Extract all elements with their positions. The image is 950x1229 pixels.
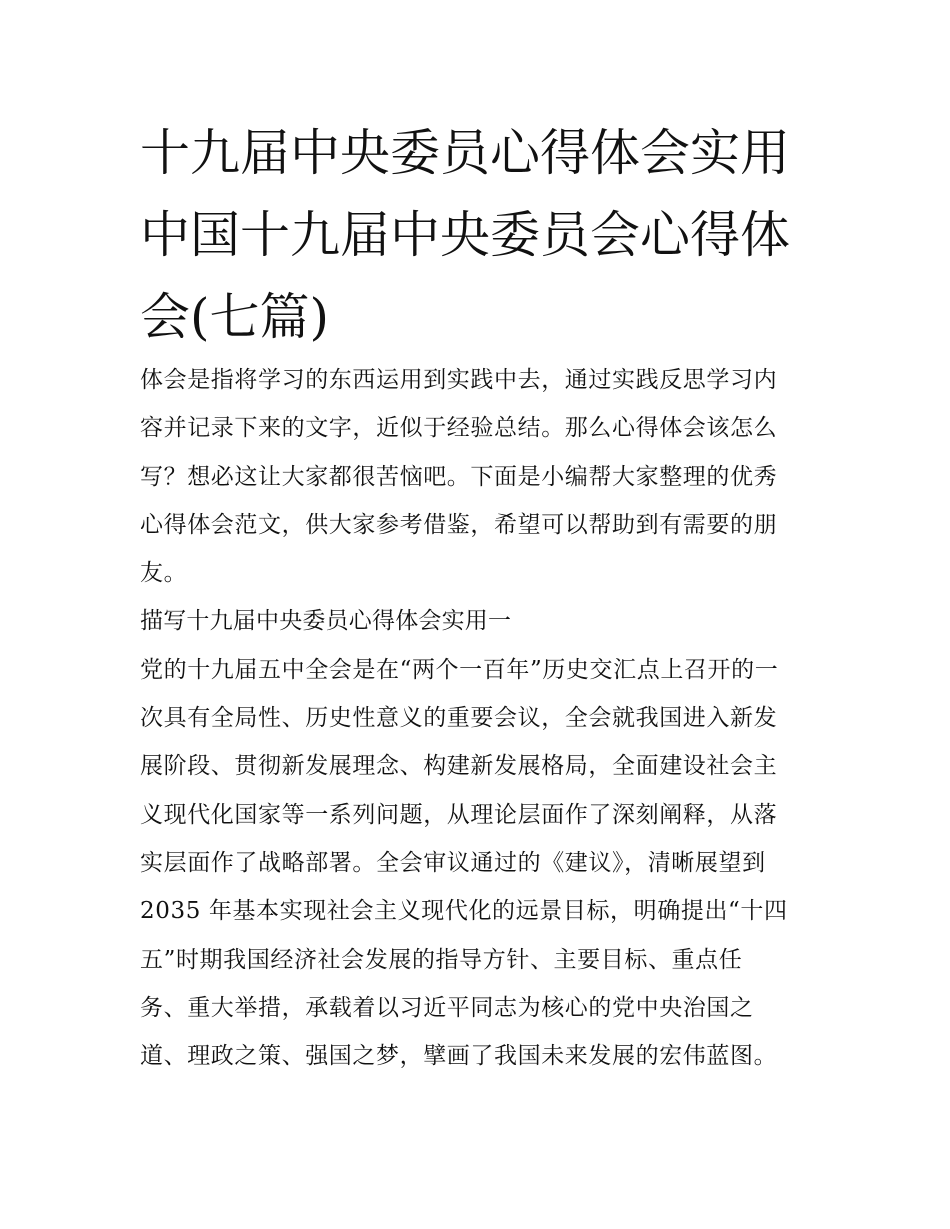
document-title (140, 112, 820, 358)
section-line: 务、重大举措，承载着以习近平同志为核心的党中央治国之 (140, 994, 754, 1021)
section-line: 次具有全局性、历史性意义的重要会议，全会就我国进入新发 (140, 705, 778, 732)
section-line: 道、理政之策、强国之梦，擘画了我国未来发展的宏伟蓝图。 (140, 1043, 778, 1070)
section-line: 义现代化国家等一系列问题，从理论层面作了深刻阐释，从落 (140, 801, 778, 828)
intro-line: 写？想必这让大家都很苦恼吧。下面是小编帮大家整理的优秀 (140, 463, 778, 490)
section-line: 展阶段、贯彻新发展理念、构建新发展格局，全面建设社会主 (140, 753, 778, 780)
section-heading: 描写十九届中央委员心得体会实用一 (140, 608, 512, 635)
section-line: 2035 年基本实现社会主义现代化的远景目标，明确提出“十四 (140, 898, 788, 925)
section-line: 实层面作了战略部署。全会审议通过的《建议》，清晰展望到 (140, 849, 766, 876)
title-line-2: 中国十九届中央委员会心得体 (140, 206, 790, 264)
document-body (140, 356, 820, 1080)
intro-line: 友。 (140, 560, 188, 587)
title-line-1: 十九届中央委员心得体会实用 (140, 124, 790, 182)
intro-line: 心得体会范文，供大家参考借鉴，希望可以帮助到有需要的朋 (140, 511, 778, 538)
intro-line: 容并记录下来的文字，近似于经验总结。那么心得体会该怎么 (140, 415, 778, 442)
intro-line: 体会是指将学习的东西运用到实践中去，通过实践反思学习内 (140, 367, 778, 393)
title-line-3: 会(七篇) (140, 288, 330, 346)
section-line: 五”时期我国经济社会发展的指导方针、主要目标、重点任 (140, 946, 743, 973)
section-line: 党的十九届五中全会是在“两个一百年”历史交汇点上召开的一 (140, 656, 779, 683)
